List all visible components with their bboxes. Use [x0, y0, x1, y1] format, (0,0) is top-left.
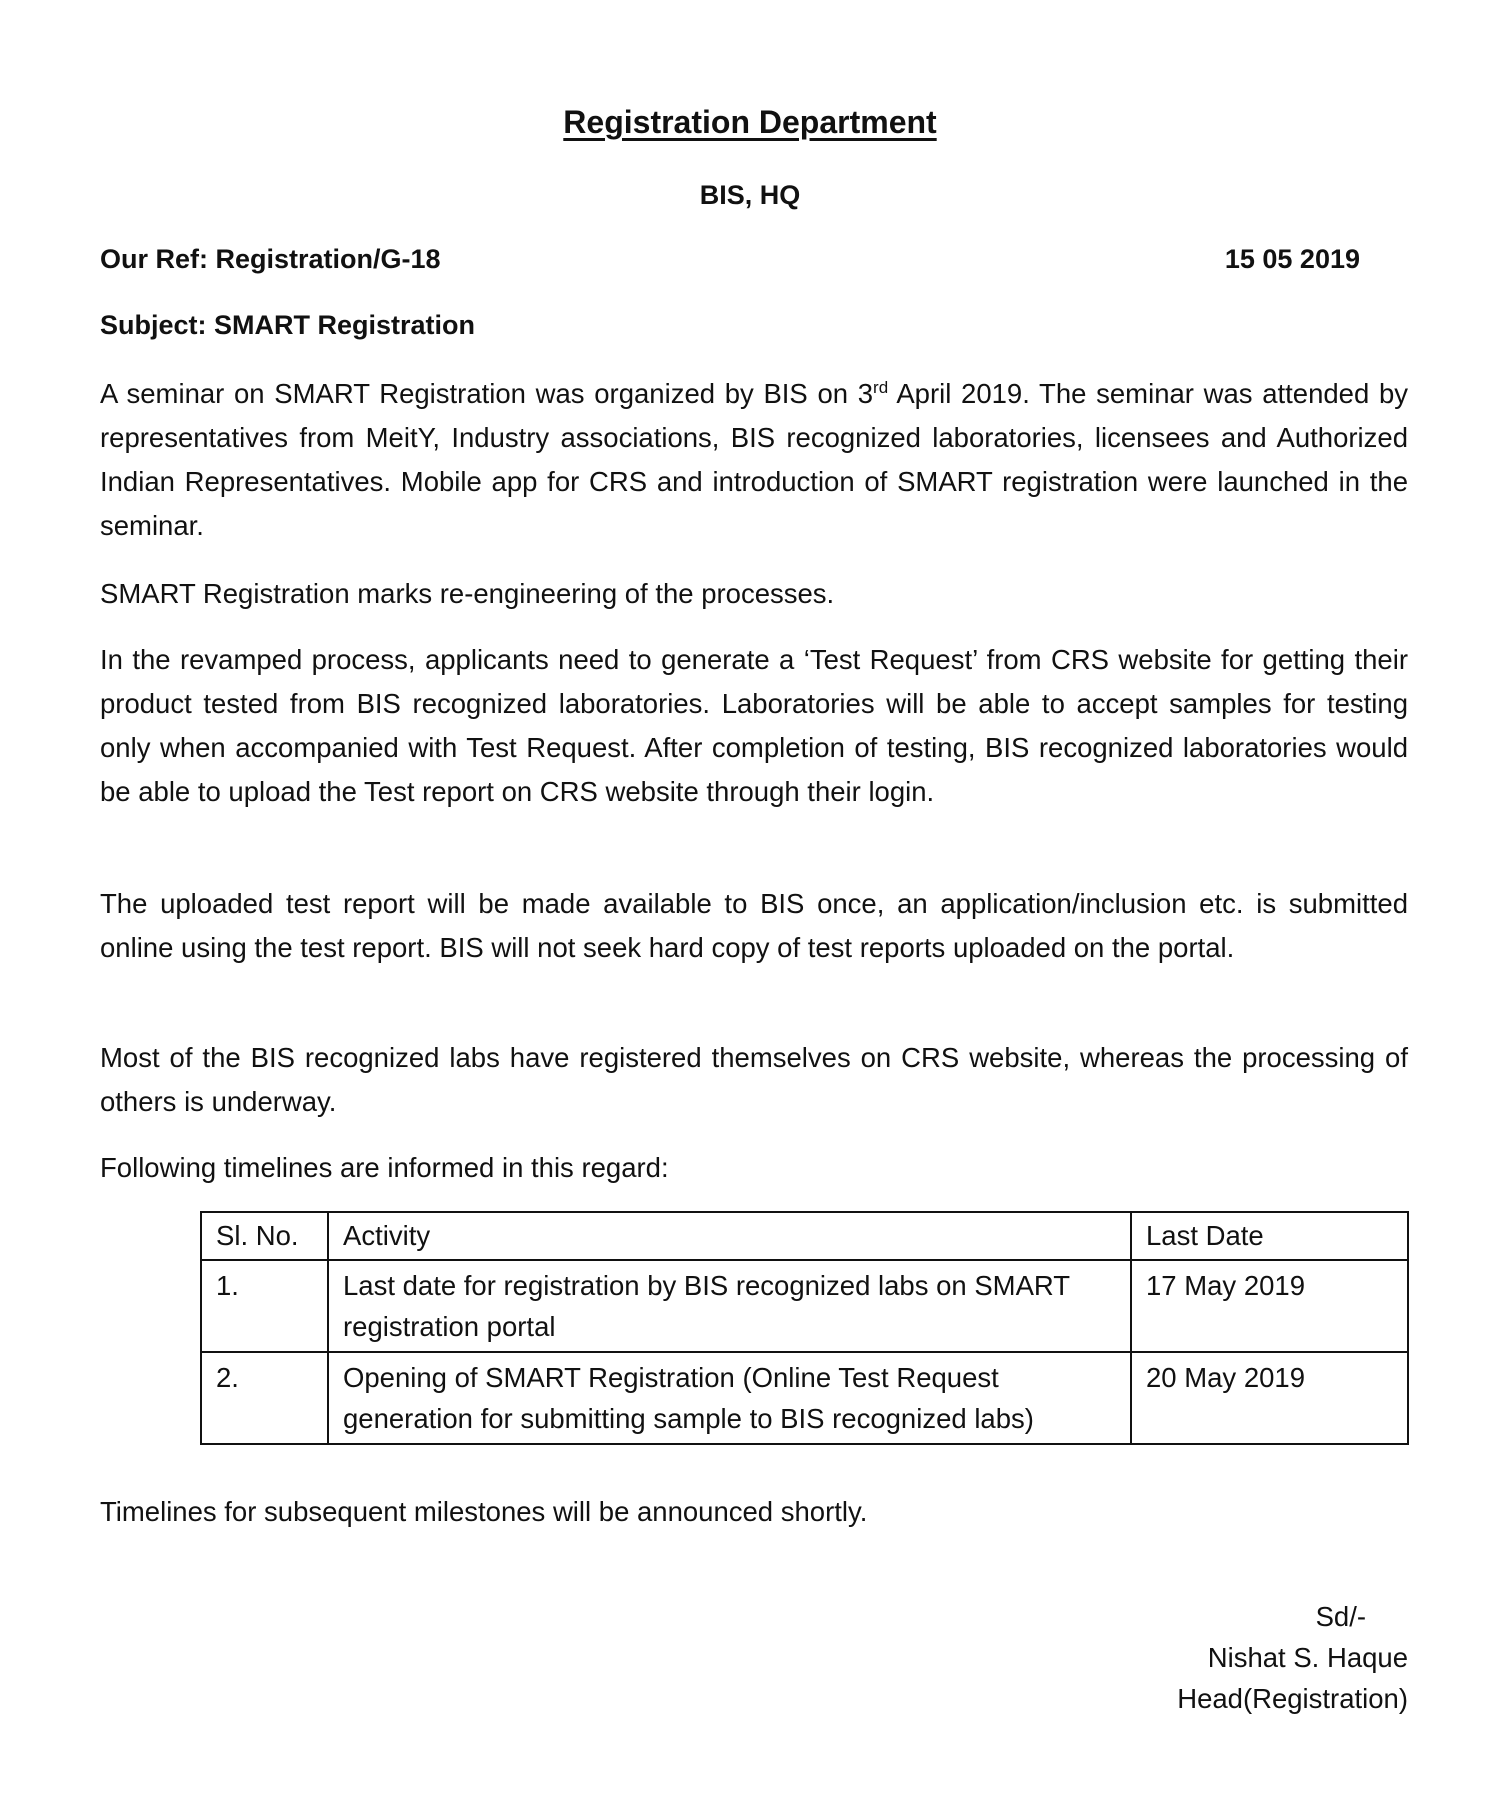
paragraph-timelines-intro: Following timelines are informed in this regard: [100, 1152, 669, 1183]
header-activity: Activity [328, 1212, 1131, 1260]
row-sl-no: 1. [201, 1260, 328, 1352]
table-row [201, 1352, 1408, 1444]
paragraph-seminar-rest: April 2019. The seminar was attended by representatives from MeitY, Industry associations, BIS recognized laboratories, licensees and Authorized Indian Representatives. Mobile app for CRS and introduction of SMART registration were launched in the seminar. [100, 378, 1408, 541]
paragraph-seminar-start: A seminar on SMART Registration was organized by BIS on 3 [100, 378, 874, 409]
office-name: BIS, HQ [699, 180, 801, 210]
page-title: Registration Department [563, 104, 937, 140]
document-date: 15 05 2019 [1224, 244, 1360, 274]
signature-block [1000, 1596, 1408, 1719]
signatory-name: Nishat S. Haque [1207, 1642, 1408, 1673]
paragraph-uploaded-report: The uploaded test report will be made available to BIS once, an application/inclusion etc. is submitted online using the test report. BIS will not seek hard copy of test reports uploaded on the portal. [100, 888, 1408, 963]
paragraph-closing: Timelines for subsequent milestones will be announced shortly. [100, 1496, 868, 1527]
signatory-designation: Head(Registration) [1177, 1683, 1408, 1714]
header-sl-no: Sl. No. [201, 1212, 328, 1260]
row-activity: Last date for registration by BIS recognized labs on SMART registration portal [328, 1260, 1131, 1352]
table-header-row [201, 1212, 1408, 1260]
paragraph-labs-registration: Most of the BIS recognized labs have registered themselves on CRS website, whereas the processing of others is underway. [100, 1042, 1408, 1117]
paragraph-seminar [100, 372, 1408, 548]
row-activity: Opening of SMART Registration (Online Test Request generation for submitting sample to BIS recognized labs) [328, 1352, 1131, 1444]
row-sl-no: 2. [201, 1352, 328, 1444]
paragraph-revamped-process: In the revamped process, applicants need to generate a ‘Test Request’ from CRS website for getting their product tested from BIS recognized laboratories. Laboratories will be able to accept samples for testing only when accompanied with Test Request. After completion of testing, BIS recognized laboratories would be able to upload the Test report on CRS website through their login. [100, 644, 1408, 807]
header-last-date: Last Date [1131, 1212, 1408, 1260]
row-last-date: 17 May 2019 [1131, 1260, 1408, 1352]
subject-line: Subject: SMART Registration [100, 310, 476, 340]
signed-mark: Sd/- [1315, 1601, 1366, 1632]
reference-number: Our Ref: Registration/G-18 [100, 244, 441, 274]
table-row [201, 1260, 1408, 1352]
ordinal-suffix: rd [873, 377, 889, 397]
timelines-table [200, 1211, 1409, 1445]
paragraph-reengineering: SMART Registration marks re-engineering of the processes. [100, 578, 835, 609]
row-last-date: 20 May 2019 [1131, 1352, 1408, 1444]
